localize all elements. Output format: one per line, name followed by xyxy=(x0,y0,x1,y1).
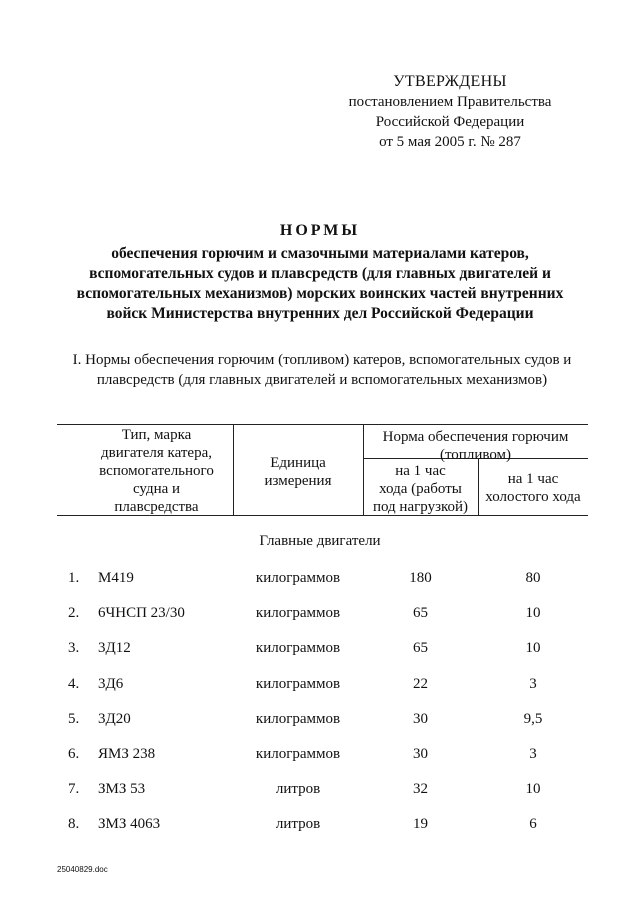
row-type: 3Д12 xyxy=(98,640,131,656)
row-idle: 10 xyxy=(525,781,541,797)
row-number: 2. xyxy=(68,605,80,621)
header-type: Тип, марка двигателя катера, вспомогательного судна и плавсредства xyxy=(99,427,214,515)
row-unit: литров xyxy=(275,781,321,797)
row-unit: литров xyxy=(275,816,321,832)
row-number: 1. xyxy=(68,570,80,586)
row-number: 7. xyxy=(68,781,80,797)
row-idle: 10 xyxy=(525,605,541,621)
row-idle: 80 xyxy=(525,570,541,586)
row-load: 65 xyxy=(413,640,428,656)
row-number: 5. xyxy=(68,711,80,727)
group-title: Главные двигатели xyxy=(259,533,381,549)
row-type: ЗМЗ 53 xyxy=(98,781,146,797)
table-row xyxy=(0,640,640,662)
table-row xyxy=(0,676,640,698)
header-idle: на 1 час холостого хода xyxy=(485,471,581,505)
row-unit: килограммов xyxy=(255,676,341,692)
row-idle: 6 xyxy=(529,816,537,832)
row-load: 30 xyxy=(413,746,428,762)
row-type: 6ЧНСП 23/30 xyxy=(98,605,185,621)
row-load: 65 xyxy=(413,605,428,621)
header-unit: Единица измерения xyxy=(264,455,332,489)
subtitle-line-1: обеспечения горючим и смазочными материалами катеров, xyxy=(111,245,529,262)
table-row xyxy=(0,605,640,627)
row-unit: килограммов xyxy=(255,570,341,586)
approval-block xyxy=(330,72,570,152)
document-subtitle xyxy=(60,244,580,324)
row-unit: килограммов xyxy=(255,640,341,656)
row-number: 8. xyxy=(68,816,80,832)
row-load: 19 xyxy=(413,816,428,832)
row-load: 22 xyxy=(413,676,428,692)
table-top-rule xyxy=(57,424,588,425)
table-row xyxy=(0,570,640,592)
table-row xyxy=(0,816,640,838)
row-idle: 3 xyxy=(529,676,537,692)
row-unit: килограммов xyxy=(255,711,341,727)
row-number: 4. xyxy=(68,676,80,692)
row-unit: килограммов xyxy=(255,605,341,621)
row-idle: 10 xyxy=(525,640,541,656)
header-norm: Норма обеспечения горючим (топливом) xyxy=(382,429,569,463)
row-idle: 9,5 xyxy=(523,711,543,727)
approval-line-4: от 5 мая 2005 г. № 287 xyxy=(379,134,521,150)
section-heading xyxy=(40,350,604,390)
section-line-1: I. Нормы обеспечения горючим (топливом) катеров, вспомогательных судов и xyxy=(72,352,572,368)
document-title: НОРМЫ xyxy=(279,222,361,239)
row-type: ЯМЗ 238 xyxy=(98,746,156,762)
row-unit: килограммов xyxy=(255,746,341,762)
approval-line-2: постановлением Правительства xyxy=(348,94,552,110)
table-row xyxy=(0,711,640,733)
row-type: М419 xyxy=(98,570,134,586)
row-number: 3. xyxy=(68,640,80,656)
footer-filename: 25040829.doc xyxy=(57,865,108,874)
table-row xyxy=(0,781,640,803)
section-line-2: плавсредств (для главных двигателей и вспомогательных механизмов) xyxy=(96,372,548,388)
header-load: на 1 час хода (работы под нагрузкой) xyxy=(372,463,469,515)
row-load: 30 xyxy=(413,711,428,727)
row-load: 32 xyxy=(413,781,428,797)
approval-heading: УТВЕРЖДЕНЫ xyxy=(393,73,507,90)
table-row xyxy=(0,746,640,768)
subtitle-line-3: вспомогательных механизмов) морских воинских частей внутренних xyxy=(76,285,564,302)
approval-line-3: Российской Федерации xyxy=(375,114,525,130)
row-load: 180 xyxy=(409,570,432,586)
row-type: ЗМЗ 4063 xyxy=(98,816,161,832)
subtitle-line-2: вспомогательных судов и плавсредств (для главных двигателей и xyxy=(89,265,551,282)
row-type: 3Д6 xyxy=(98,676,124,692)
row-number: 6. xyxy=(68,746,80,762)
row-type: 3Д20 xyxy=(98,711,131,727)
row-idle: 3 xyxy=(529,746,537,762)
subtitle-line-4: войск Министерства внутренних дел Российской Федерации xyxy=(106,305,534,322)
